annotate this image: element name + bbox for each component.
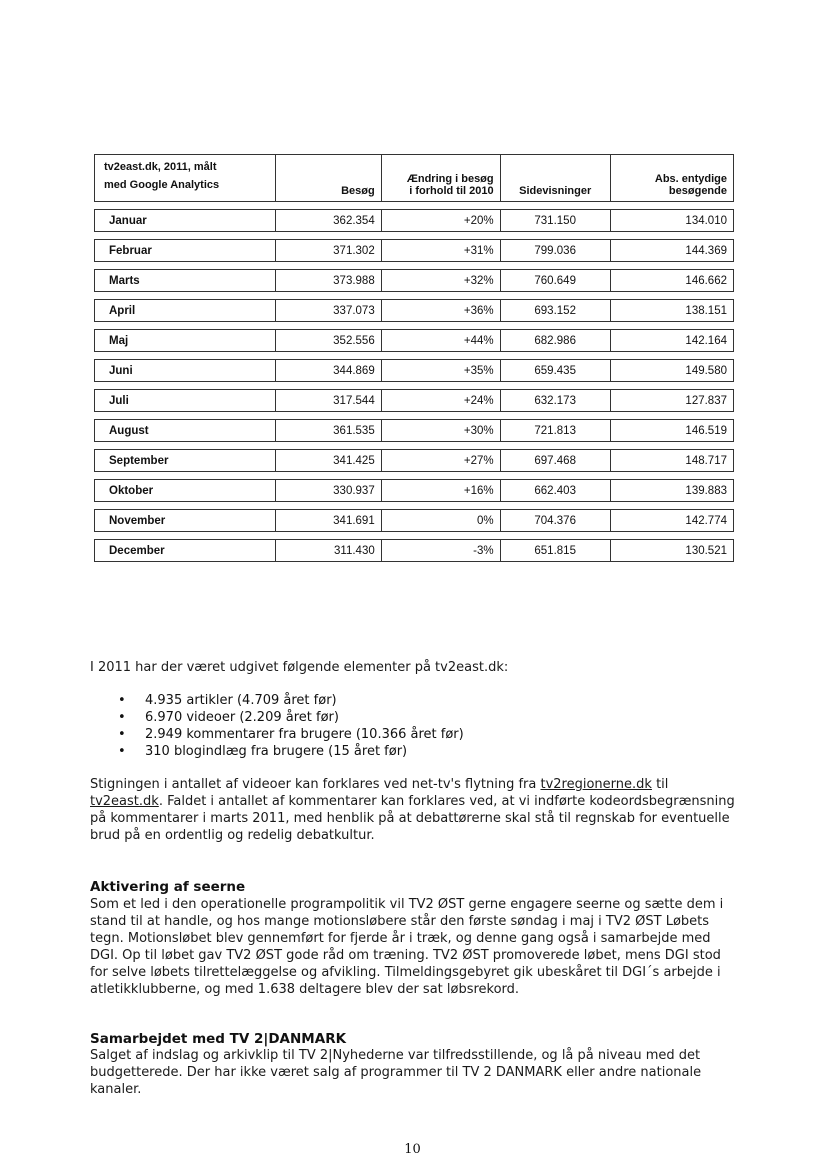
unique-cell: 138.151 <box>610 299 734 322</box>
change-cell: +32% <box>381 269 500 292</box>
pageviews-cell: 659.435 <box>500 359 610 382</box>
change-cell: +30% <box>381 419 500 442</box>
table-row <box>94 299 734 322</box>
paragraph-aktivering: Som et led i den operationelle programpolitik vil TV2 ØST gerne engagere seerne og sætte dem i stand til at handle, og hos mange motionsløbere står den første søndag i maj i TV2 ØST Løbets tegn. Motionsløbet blev gennemført for fjerde år i træk, og denne gang også i samarbejde med DGI. Op til løbet gav TV2 ØST gode råd om træning. TV2 ØST promoverede løbet, mens DGI stod for selve løbets tilrettelæggelse og afvikling. Tilmeldingsgebyret gik ubeskåret til DGI´s arbejde i atletikklubberne, og med 1.638 deltagere blev der sat løbsrekord. <box>90 897 724 997</box>
elements-list <box>118 692 464 760</box>
pageviews-cell: 704.376 <box>500 509 610 532</box>
month-cell: Januar <box>94 209 275 232</box>
month-cell: September <box>94 449 275 472</box>
change-cell: +27% <box>381 449 500 472</box>
unique-cell: 134.010 <box>610 209 734 232</box>
unique-cell: 142.164 <box>610 329 734 352</box>
pageviews-cell: 721.813 <box>500 419 610 442</box>
intro-text: I 2011 har der været udgivet følgende elementer på tv2east.dk: <box>90 660 509 675</box>
month-cell: Marts <box>94 269 275 292</box>
heading-samarbejdet: Samarbejdet med TV 2|DANMARK <box>90 1031 347 1047</box>
month-cell: Februar <box>94 239 275 262</box>
month-cell: August <box>94 419 275 442</box>
visits-cell: 344.869 <box>275 359 381 382</box>
visits-cell: 361.535 <box>275 419 381 442</box>
table-row <box>94 539 734 562</box>
table-header-row <box>94 154 734 202</box>
heading-aktivering: Aktivering af seerne <box>90 879 246 895</box>
pageviews-cell: 632.173 <box>500 389 610 412</box>
table-row <box>94 209 734 232</box>
change-cell: +36% <box>381 299 500 322</box>
pageviews-cell: 760.649 <box>500 269 610 292</box>
visits-cell: 330.937 <box>275 479 381 502</box>
header-visits: Besøg <box>275 154 381 202</box>
list-item: • 4.935 artikler (4.709 året før) <box>118 692 464 709</box>
header-unique-line1: Abs. entydige <box>654 173 727 185</box>
table-row <box>94 509 734 532</box>
month-cell: December <box>94 539 275 562</box>
month-cell: November <box>94 509 275 532</box>
month-cell: Oktober <box>94 479 275 502</box>
month-cell: Juni <box>94 359 275 382</box>
unique-cell: 130.521 <box>610 539 734 562</box>
visits-cell: 373.988 <box>275 269 381 292</box>
header-change-line1: Ændring i besøg <box>406 173 494 185</box>
visits-cell: 341.691 <box>275 509 381 532</box>
table-row <box>94 269 734 292</box>
header-label-line1: tv2east.dk, 2011, målt <box>104 161 217 173</box>
list-item: • 6.970 videoer (2.209 året før) <box>118 709 464 726</box>
header-pageviews: Sidevisninger <box>500 154 610 202</box>
table-row <box>94 329 734 352</box>
month-cell: Maj <box>94 329 275 352</box>
list-item: • 2.949 kommentarer fra brugere (10.366 året før) <box>118 726 464 743</box>
change-cell: +24% <box>381 389 500 412</box>
pageviews-cell: 662.403 <box>500 479 610 502</box>
unique-cell: 139.883 <box>610 479 734 502</box>
visits-cell: 337.073 <box>275 299 381 322</box>
unique-cell: 142.774 <box>610 509 734 532</box>
paragraph-videos <box>90 776 740 844</box>
visits-cell: 311.430 <box>275 539 381 562</box>
table-row <box>94 449 734 472</box>
pageviews-cell: 693.152 <box>500 299 610 322</box>
visits-cell: 352.556 <box>275 329 381 352</box>
month-cell: Juli <box>94 389 275 412</box>
month-cell: April <box>94 299 275 322</box>
change-cell: 0% <box>381 509 500 532</box>
paragraph-text: . Faldet i antallet af kommentarer kan forklares ved, at vi indførte kodeordsbegrænsning på kommentarer i marts 2011, med henblik på at debattørerne skal stå til regnskab for eventuelle brud på en ordentlig og redelig debatkultur. <box>90 794 735 843</box>
page-number: 10 <box>404 1142 421 1157</box>
unique-cell: 148.717 <box>610 449 734 472</box>
header-unique-line2: besøgende <box>668 185 727 197</box>
table-row <box>94 239 734 262</box>
unique-cell: 149.580 <box>610 359 734 382</box>
table-row <box>94 359 734 382</box>
visits-cell: 317.544 <box>275 389 381 412</box>
paragraph-text: til <box>651 777 669 792</box>
change-cell: +20% <box>381 209 500 232</box>
pageviews-cell: 682.986 <box>500 329 610 352</box>
visits-cell: 362.354 <box>275 209 381 232</box>
statistics-table <box>94 147 734 569</box>
table-row <box>94 389 734 412</box>
visits-cell: 371.302 <box>275 239 381 262</box>
header-change-line2: i forhold til 2010 <box>409 185 494 197</box>
pageviews-cell: 651.815 <box>500 539 610 562</box>
visits-cell: 341.425 <box>275 449 381 472</box>
header-unique <box>610 154 734 202</box>
unique-cell: 144.369 <box>610 239 734 262</box>
table-row <box>94 479 734 502</box>
change-cell: +31% <box>381 239 500 262</box>
unique-cell: 146.519 <box>610 419 734 442</box>
pageviews-cell: 697.468 <box>500 449 610 472</box>
unique-cell: 146.662 <box>610 269 734 292</box>
change-cell: +44% <box>381 329 500 352</box>
pageviews-cell: 731.150 <box>500 209 610 232</box>
link-tv2east[interactable]: tv2east.dk <box>90 794 159 809</box>
table-row <box>94 419 734 442</box>
link-tv2regionerne[interactable]: tv2regionerne.dk <box>540 777 652 792</box>
change-cell: +16% <box>381 479 500 502</box>
paragraph-samarbejdet: Salget af indslag og arkivklip til TV 2|Nyhederne var tilfredsstillende, og lå på niveau med det budgetterede. Der har ikke været salg af programmer til TV 2 DANMARK eller andre nationale kanaler. <box>90 1048 702 1097</box>
unique-cell: 127.837 <box>610 389 734 412</box>
header-label-line2: med Google Analytics <box>104 179 220 191</box>
header-label <box>94 154 275 202</box>
change-cell: -3% <box>381 539 500 562</box>
header-change <box>381 154 500 202</box>
paragraph-text: Stigningen i antallet af videoer kan forklares ved net-tv's flytning fra <box>90 777 541 792</box>
change-cell: +35% <box>381 359 500 382</box>
pageviews-cell: 799.036 <box>500 239 610 262</box>
list-item: • 310 blogindlæg fra brugere (15 året før) <box>118 743 464 760</box>
